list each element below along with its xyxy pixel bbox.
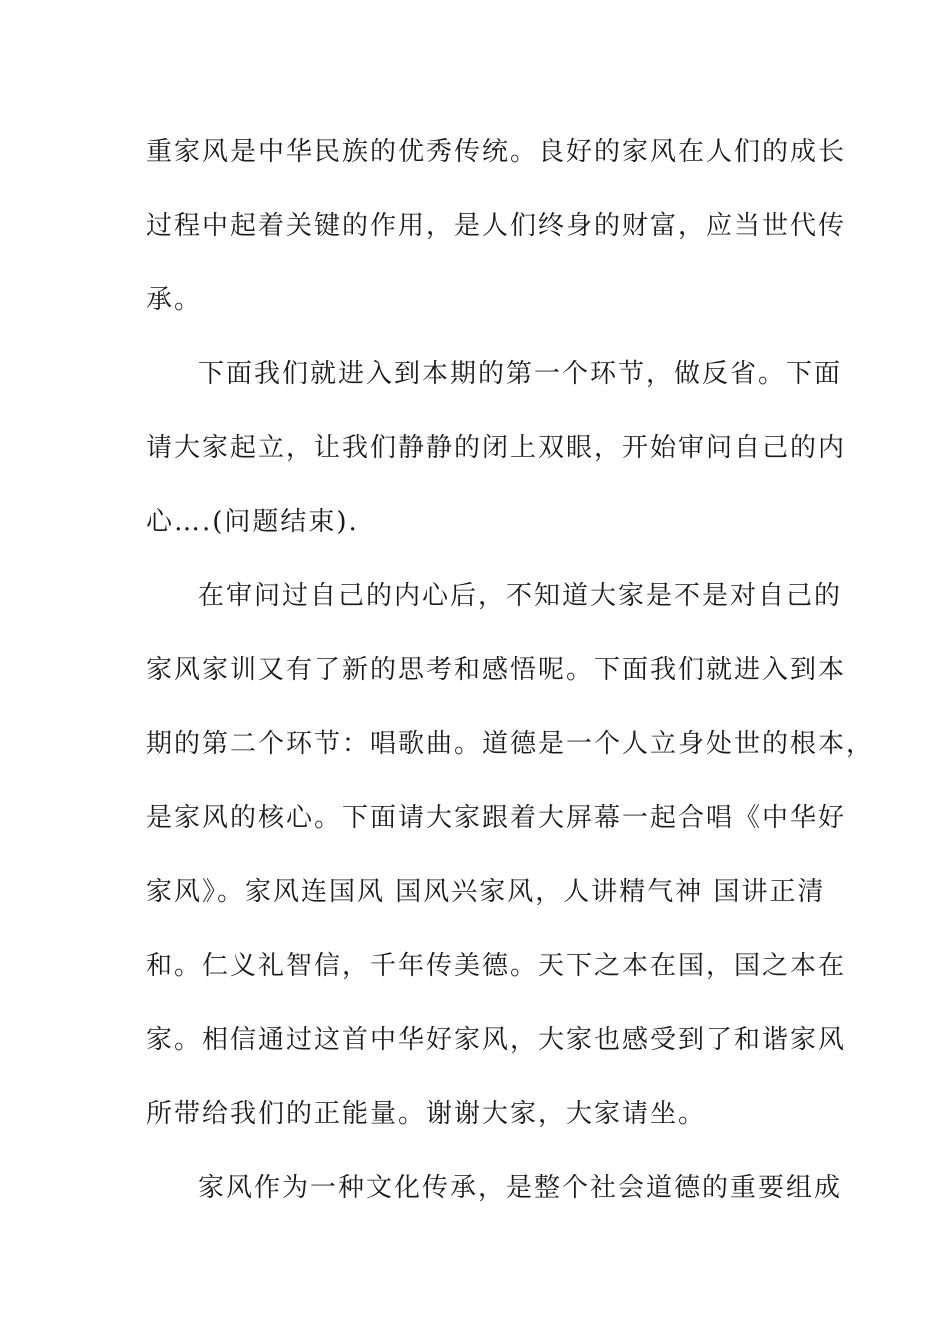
text-line-10: 是家风的核心。下面请大家跟着大屏幕一起合唱《中华好	[146, 803, 847, 833]
text-line-2: 过程中起着关键的作用，是人们终身的财富，应当世代传	[146, 211, 847, 241]
text-line-8: 家风家训又有了新的思考和感悟呢。下面我们就进入到本	[146, 655, 847, 685]
text-line-3: 承。	[146, 285, 203, 315]
text-line-15: 家风作为一种文化传承，是整个社会道德的重要组成	[198, 1173, 843, 1203]
text-line-11: 家风》。家风连国风 国风兴家风，人讲精气神 国讲正清	[146, 877, 826, 907]
text-line-5: 请大家起立，让我们静静的闭上双眼，开始审问自己的内	[146, 433, 847, 463]
text-line-14: 所带给我们的正能量。谢谢大家，大家请坐。	[146, 1099, 707, 1129]
text-line-6: 心….(问题结束).	[146, 507, 359, 537]
document-body	[146, 128, 875, 1238]
text-line-1: 重家风是中华民族的优秀传统。良好的家风在人们的成长	[146, 137, 847, 167]
text-line-12: 和。仁义礼智信，千年传美德。天下之本在国，国之本在	[146, 951, 847, 981]
text-line-4: 下面我们就进入到本期的第一个环节，做反省。下面	[198, 359, 843, 389]
text-line-13: 家。相信通过这首中华好家风，大家也感受到了和谐家风	[146, 1025, 847, 1055]
text-line-7: 在审问过自己的内心后，不知道大家是不是对自己的	[198, 581, 843, 611]
text-line-9: 期的第二个环节：唱歌曲。道德是一个人立身处世的根本，	[146, 729, 875, 759]
